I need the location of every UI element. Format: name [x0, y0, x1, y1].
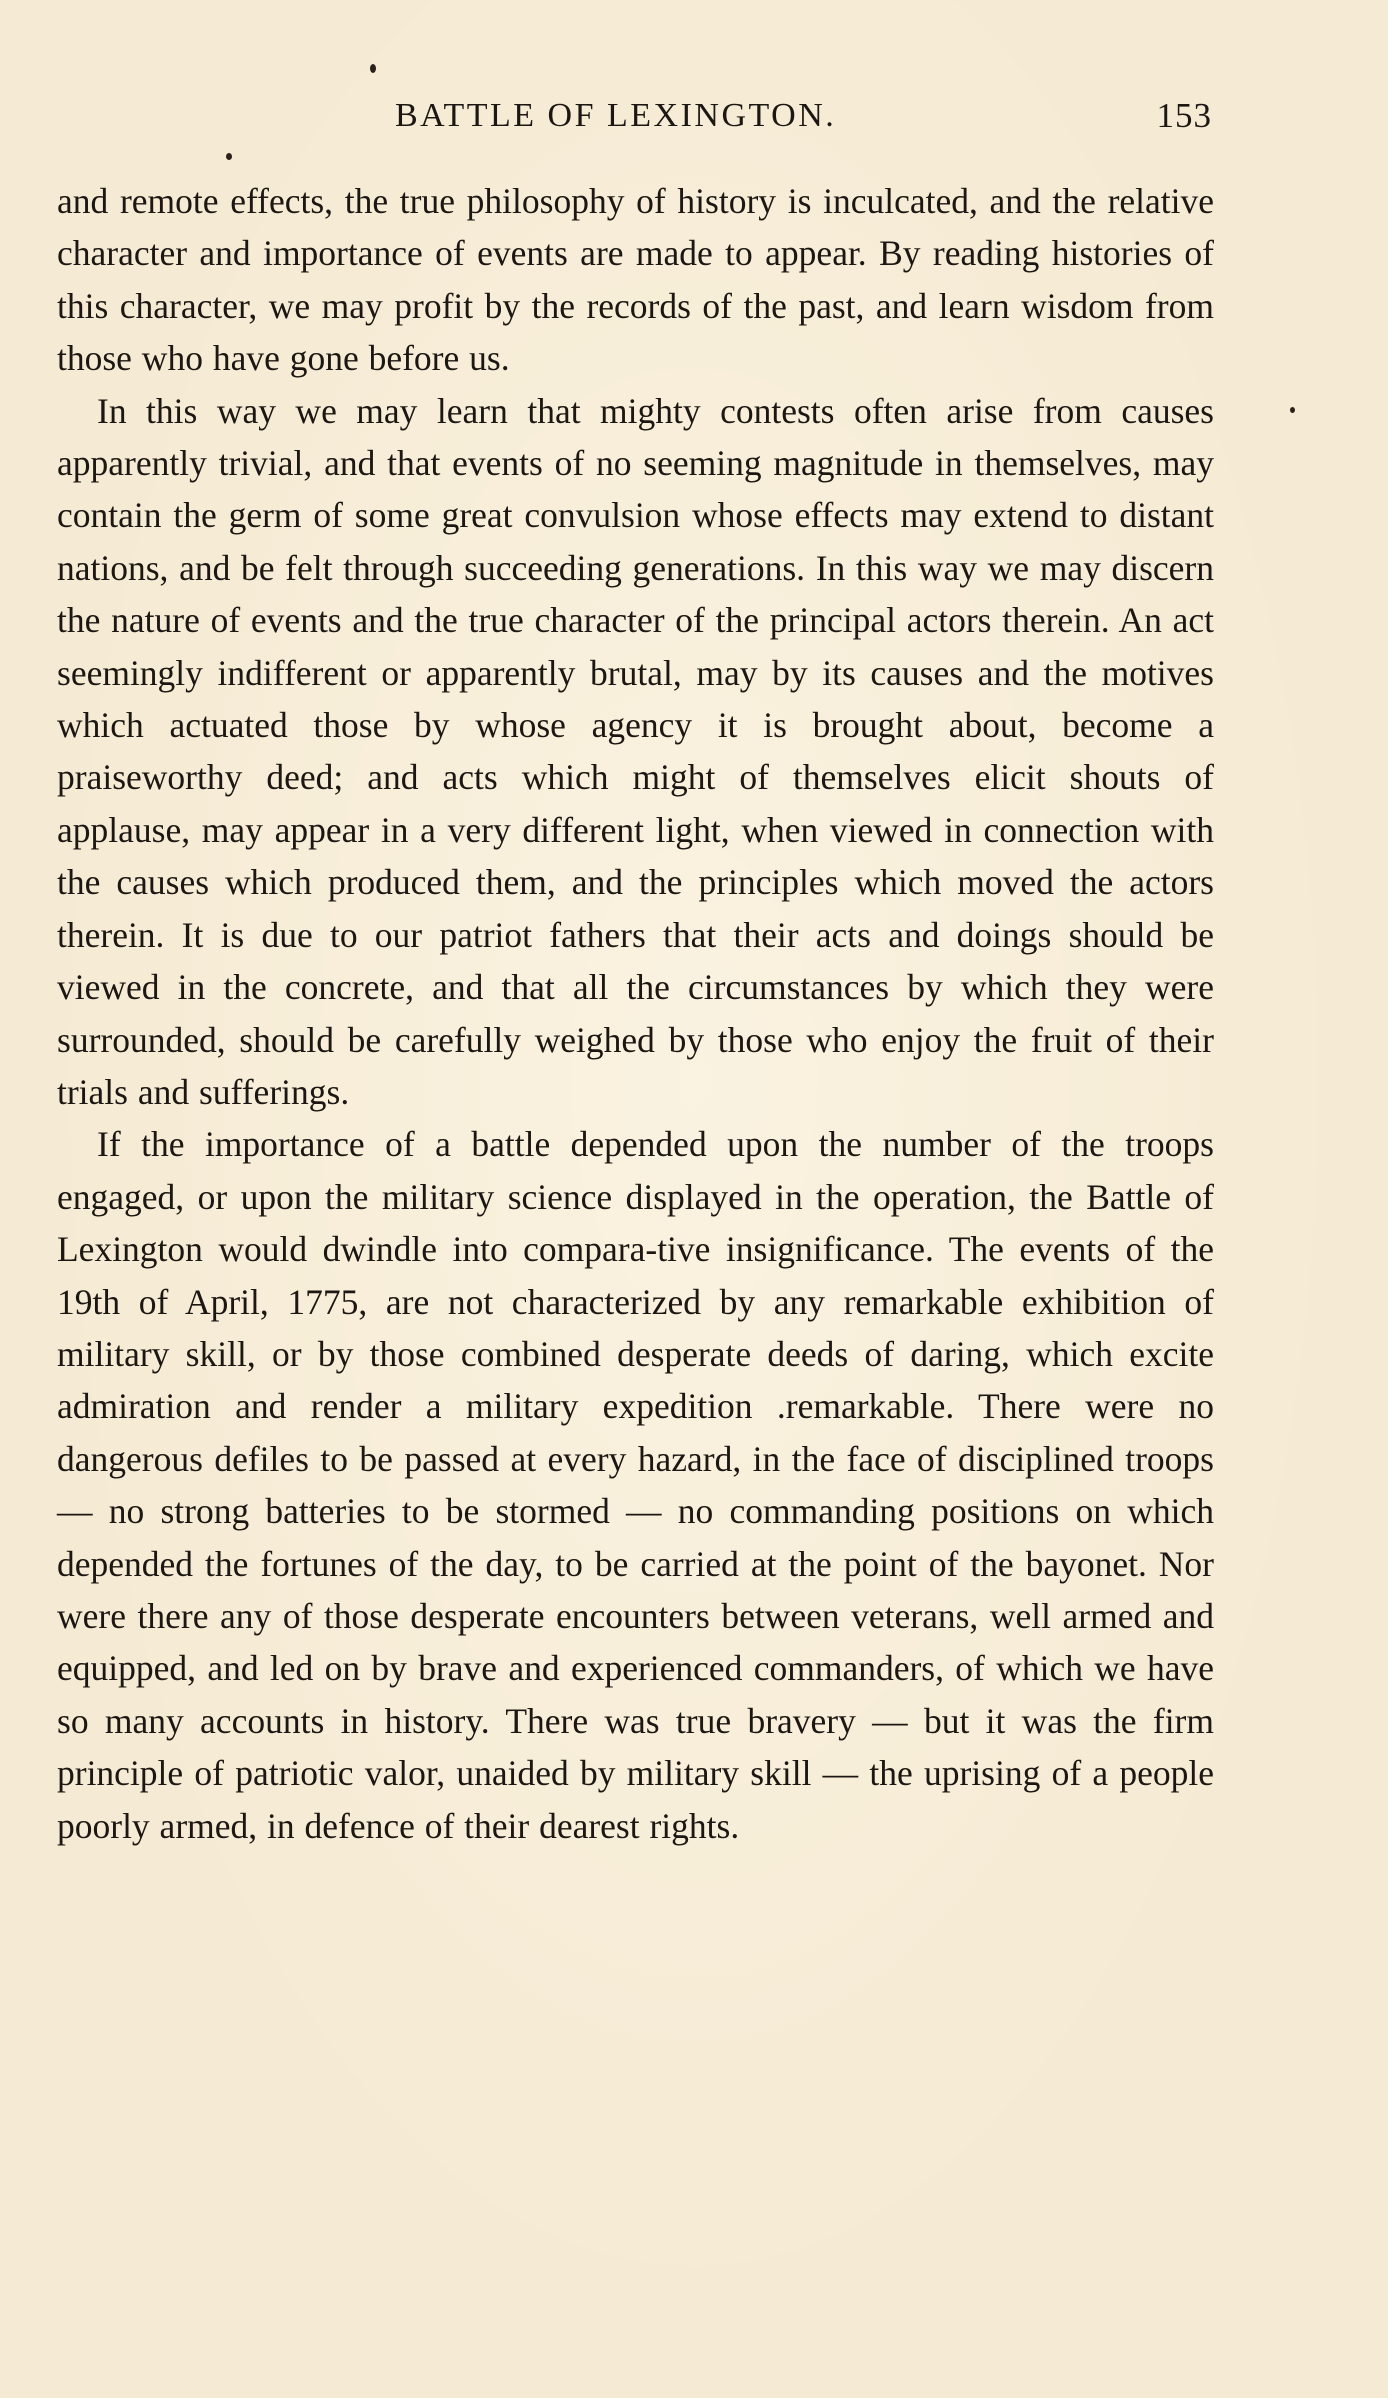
- ink-speck: [370, 64, 376, 73]
- paragraph-continued: and remote effects, the true philosophy of history is inculcated, and the relative character and importance of events are made to appear. By reading histories of this character, we may profit by the records of the past, and learn wisdom from those who have gone before us.: [57, 181, 1214, 379]
- ink-speck: [1290, 407, 1295, 413]
- ink-speck: [226, 153, 232, 160]
- paragraph: In this way we may learn that mighty contests often arise from causes apparently trivial, and that events of no seeming magnitude in themselves, may contain the germ of some great convulsion whose effects may extend to distant nations, and be felt through succeeding generations. In this way we may discern the nature of events and the true character of the principal actors therein. An act seemingly indifferent or apparently brutal, may by its causes and the motives which actuated those by whose agency it is brought about, become a praiseworthy deed; and acts which might of themselves elicit shouts of applause, may appear in a very different light, when viewed in connection with the causes which produced them, and the principles which moved the actors therein. It is due to our patriot fathers that their acts and doings should be viewed in the concrete, and that all the circumstances by which they were surrounded, should be carefully weighed by those who enjoy the fruit of their trials and sufferings.: [57, 390, 1214, 1112]
- page-number: 153: [1156, 96, 1212, 135]
- running-head: [55, 91, 1212, 141]
- paragraph: If the importance of a battle depended upon the number of the troops engaged, or upon the military science displayed in the operation, the Battle of Lexington would dwindle into compara-tive insignificance. The events of the 19th of April, 1775, are not characterized by any remarkable exhibition of military skill, or by those combined desperate deeds of daring, which excite admiration and render a military expedition .remarkable. There were no dangerous defiles to be passed at every hazard, in the face of disciplined troops — no strong batteries to be stormed — no commanding positions on which depended the fortunes of the day, to be carried at the point of the bayonet. Nor were there any of those desperate encounters between veterans, well armed and equipped, and led on by brave and experienced commanders, of which we have so many accounts in history. There was true bravery — but it was the firm principle of patriotic valor, unaided by military skill — the uprising of a people poorly armed, in defence of their dearest rights.: [57, 1124, 1214, 1846]
- running-title: BATTLE OF LEXINGTON.: [395, 97, 837, 134]
- body-text: [57, 175, 1214, 1852]
